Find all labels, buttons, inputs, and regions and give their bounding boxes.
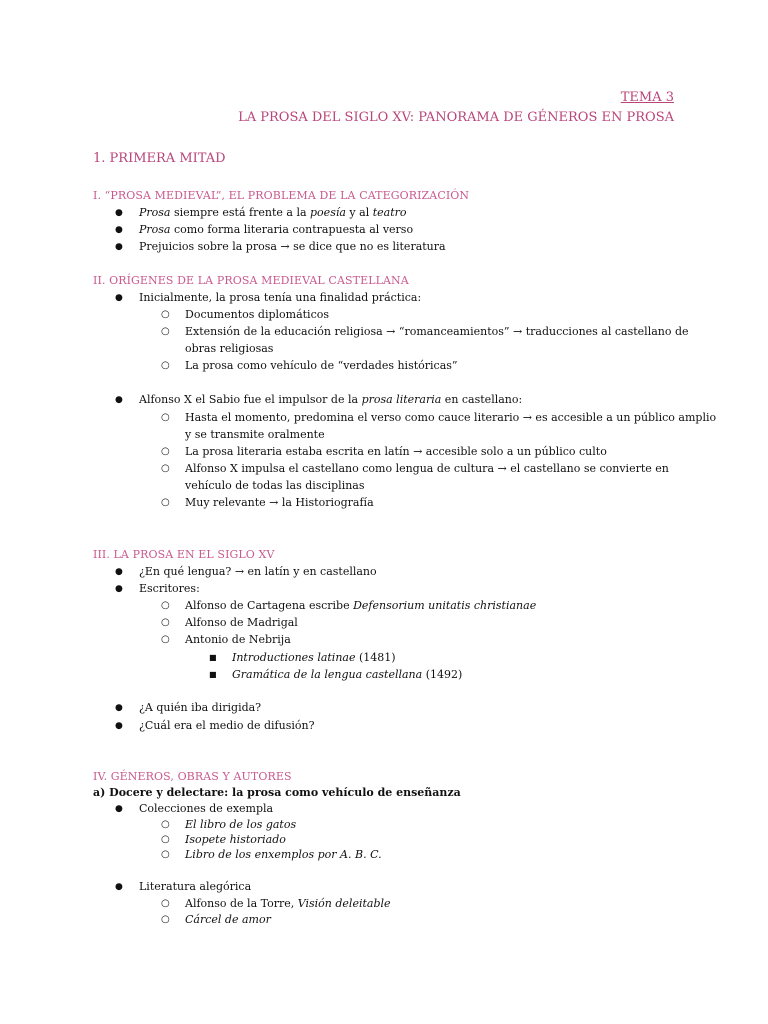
list-item: La prosa literaria estaba escrita en latín → accesible solo a un público culto: [185, 445, 607, 458]
list-item: Documentos diplomáticos: [185, 308, 329, 321]
section-heading: III. LA PROSA EN EL SIGLO XV: [93, 548, 275, 561]
list-item-continuation: y se transmite oralmente: [185, 428, 325, 441]
bullet-icon: ●: [115, 208, 123, 218]
list-item: ¿En qué lengua? → en latín y en castellano: [139, 565, 377, 578]
list-item: Extensión de la educación religiosa → “romanceamientos” → traducciones al castellano de: [185, 325, 689, 338]
list-item: Hasta el momento, predomina el verso como cauce literario → es accesible a un público amplio: [185, 411, 717, 424]
list-item: Literatura alegórica: [139, 880, 252, 893]
bullet-icon: ●: [115, 721, 123, 731]
list-item: Alfonso X el Sabio fue el impulsor de la prosa literaria en castellano:: [139, 393, 523, 406]
section-heading: IV. GÉNEROS, OBRAS Y AUTORES: [93, 770, 292, 783]
list-item: Cárcel de amor: [185, 913, 271, 926]
circle-bullet-icon: ○: [161, 600, 170, 611]
circle-bullet-icon: ○: [161, 463, 170, 474]
list-item: Prosa como forma literaria contrapuesta al verso: [139, 223, 414, 236]
part-title: 1. PRIMERA MITAD: [93, 151, 226, 166]
list-item: Escritores:: [139, 582, 200, 595]
list-item: Gramática de la lengua castellana (1492): [232, 668, 463, 681]
circle-bullet-icon: ○: [161, 898, 170, 909]
list-item: El libro de los gatos: [185, 818, 297, 831]
list-item: Alfonso X impulsa el castellano como lengua de cultura → el castellano se convierte en: [185, 462, 669, 475]
list-item-continuation: vehículo de todas las disciplinas: [185, 479, 365, 492]
circle-bullet-icon: ○: [161, 309, 170, 320]
list-item: Libro de los enxemplos por A. B. C.: [185, 848, 382, 861]
bullet-icon: ●: [115, 225, 123, 235]
circle-bullet-icon: ○: [161, 834, 170, 845]
bullet-icon: ●: [115, 804, 123, 814]
list-item: Introductiones latinae (1481): [232, 651, 396, 664]
circle-bullet-icon: ○: [161, 360, 170, 371]
circle-bullet-icon: ○: [161, 914, 170, 925]
bullet-icon: ●: [115, 293, 123, 303]
list-item: Prosa siempre está frente a la poesía y al teatro: [139, 206, 407, 219]
circle-bullet-icon: ○: [161, 446, 170, 457]
list-item: Alfonso de Madrigal: [185, 616, 298, 629]
list-item: Colecciones de exempla: [139, 802, 274, 815]
circle-bullet-icon: ○: [161, 617, 170, 628]
square-bullet-icon: ■: [209, 670, 217, 679]
list-item: Muy relevante → la Historiografía: [185, 496, 374, 509]
square-bullet-icon: ■: [209, 653, 217, 662]
list-item: Antonio de Nebrija: [185, 633, 291, 646]
bullet-icon: ●: [115, 395, 123, 405]
list-item-continuation: obras religiosas: [185, 342, 274, 355]
section-heading: II. ORÍGENES DE LA PROSA MEDIEVAL CASTELLANA: [93, 274, 409, 287]
list-item: Alfonso de Cartagena escribe Defensorium unitatis christianae: [185, 599, 537, 612]
list-item: La prosa como vehículo de “verdades históricas”: [185, 359, 458, 372]
list-item: Inicialmente, la prosa tenía una finalidad práctica:: [139, 291, 422, 304]
section-heading: I. “PROSA MEDIEVAL”, EL PROBLEMA DE LA CATEGORIZACIÓN: [93, 189, 470, 202]
circle-bullet-icon: ○: [161, 819, 170, 830]
page-title: LA PROSA DEL SIGLO XV: PANORAMA DE GÉNEROS EN PROSA: [238, 110, 674, 125]
list-item: Alfonso de la Torre, Visión deleitable: [185, 897, 391, 910]
list-item: Prejuicios sobre la prosa → se dice que no es literatura: [139, 240, 446, 253]
bullet-icon: ●: [115, 242, 123, 252]
circle-bullet-icon: ○: [161, 497, 170, 508]
circle-bullet-icon: ○: [161, 849, 170, 860]
circle-bullet-icon: ○: [161, 412, 170, 423]
bullet-icon: ●: [115, 567, 123, 577]
list-item: ¿A quién iba dirigida?: [139, 701, 262, 714]
bullet-icon: ●: [115, 584, 123, 594]
bullet-icon: ●: [115, 703, 123, 713]
circle-bullet-icon: ○: [161, 326, 170, 337]
subsection-heading: a) Docere y delectare: la prosa como vehículo de enseñanza: [93, 786, 461, 799]
list-item: ¿Cuál era el medio de difusión?: [139, 719, 315, 732]
topic-number: TEMA 3: [620, 90, 674, 105]
circle-bullet-icon: ○: [161, 634, 170, 645]
list-item: Isopete historiado: [185, 833, 286, 846]
bullet-icon: ●: [115, 882, 123, 892]
